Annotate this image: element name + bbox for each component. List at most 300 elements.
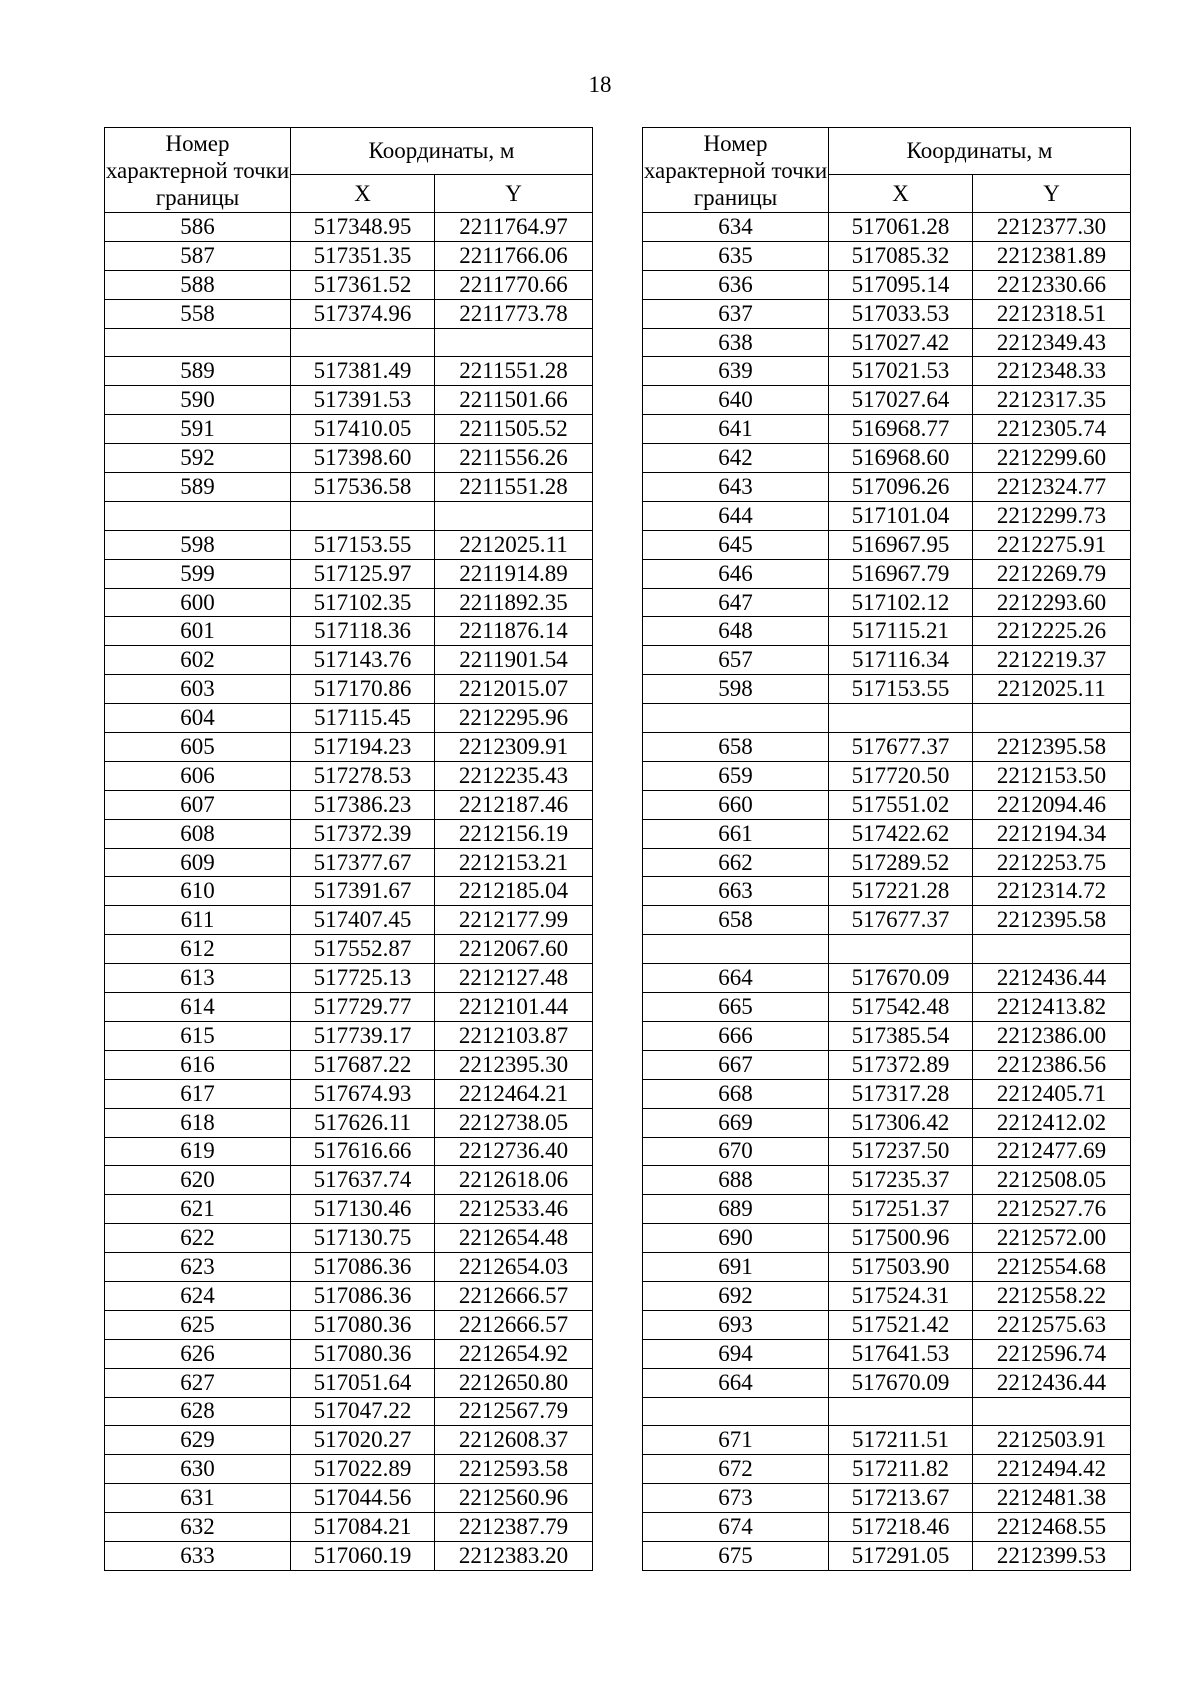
y-coordinate-cell: 2212275.91 <box>973 530 1131 559</box>
y-coordinate-cell: 2212666.57 <box>435 1281 593 1310</box>
point-number-cell: 635 <box>643 241 829 270</box>
y-coordinate-cell: 2212348.33 <box>973 357 1131 386</box>
y-coordinate-cell: 2212666.57 <box>435 1310 593 1339</box>
point-number-cell: 606 <box>105 761 291 790</box>
y-coordinate-cell: 2212299.73 <box>973 501 1131 530</box>
point-number-cell: 673 <box>643 1484 829 1513</box>
table-row <box>105 415 593 444</box>
x-coordinate-cell: 517061.28 <box>829 213 973 242</box>
table-row <box>105 444 593 473</box>
point-number-cell: 660 <box>643 790 829 819</box>
x-coordinate-cell: 517101.04 <box>829 501 973 530</box>
x-coordinate-cell: 517115.21 <box>829 617 973 646</box>
point-number-header: Номер характерной точки границы <box>105 128 291 213</box>
table-row <box>643 588 1131 617</box>
x-coordinate-cell: 517278.53 <box>291 761 435 790</box>
x-coordinate-cell: 517044.56 <box>291 1484 435 1513</box>
table-row <box>643 213 1131 242</box>
table-row <box>643 1541 1131 1570</box>
x-coordinate-cell: 517153.55 <box>291 530 435 559</box>
y-coordinate-cell: 2212225.26 <box>973 617 1131 646</box>
x-coordinate-cell: 516968.77 <box>829 415 973 444</box>
x-coordinate-cell: 517170.86 <box>291 675 435 704</box>
table-row <box>643 415 1131 444</box>
point-number-cell: 626 <box>105 1339 291 1368</box>
y-coordinate-cell: 2212153.21 <box>435 848 593 877</box>
x-header: X <box>829 175 973 213</box>
point-number-cell: 591 <box>105 415 291 444</box>
y-coordinate-cell: 2211764.97 <box>435 213 593 242</box>
table-row <box>105 1310 593 1339</box>
table-row <box>105 675 593 704</box>
x-coordinate-cell: 517080.36 <box>291 1310 435 1339</box>
table-row <box>643 1253 1131 1282</box>
x-coordinate-cell: 517306.42 <box>829 1108 973 1137</box>
point-number-cell: 690 <box>643 1224 829 1253</box>
y-coordinate-cell: 2212503.91 <box>973 1426 1131 1455</box>
point-number-cell: 611 <box>105 906 291 935</box>
point-number-cell: 608 <box>105 819 291 848</box>
y-coordinate-cell: 2212025.11 <box>973 675 1131 704</box>
table-row <box>105 848 593 877</box>
x-coordinate-cell: 517086.36 <box>291 1253 435 1282</box>
point-number-cell: 675 <box>643 1541 829 1570</box>
y-coordinate-cell: 2212269.79 <box>973 559 1131 588</box>
x-coordinate-cell: 517086.36 <box>291 1281 435 1310</box>
y-coordinate-cell: 2212293.60 <box>973 588 1131 617</box>
table-row <box>643 530 1131 559</box>
point-number-cell: 609 <box>105 848 291 877</box>
x-coordinate-cell: 517720.50 <box>829 761 973 790</box>
y-coordinate-cell <box>435 501 593 530</box>
y-coordinate-cell: 2212650.80 <box>435 1368 593 1397</box>
point-number-cell: 666 <box>643 1021 829 1050</box>
table-row <box>643 935 1131 964</box>
point-number-cell: 642 <box>643 444 829 473</box>
table-row <box>105 1426 593 1455</box>
y-coordinate-cell: 2212194.34 <box>973 819 1131 848</box>
y-coordinate-cell: 2212067.60 <box>435 935 593 964</box>
y-coordinate-cell: 2212025.11 <box>435 530 593 559</box>
y-coordinate-cell: 2212383.20 <box>435 1541 593 1570</box>
table-row <box>105 906 593 935</box>
x-coordinate-cell: 517641.53 <box>829 1339 973 1368</box>
x-coordinate-cell: 517221.28 <box>829 877 973 906</box>
y-coordinate-cell: 2212736.40 <box>435 1137 593 1166</box>
y-coordinate-cell: 2212618.06 <box>435 1166 593 1195</box>
y-coordinate-cell: 2212477.69 <box>973 1137 1131 1166</box>
point-number-cell: 692 <box>643 1281 829 1310</box>
y-coordinate-cell: 2212330.66 <box>973 270 1131 299</box>
table-row <box>105 1455 593 1484</box>
point-number-cell: 623 <box>105 1253 291 1282</box>
point-number-cell: 658 <box>643 733 829 762</box>
y-coordinate-cell: 2212575.63 <box>973 1310 1131 1339</box>
point-number-cell <box>643 1397 829 1426</box>
x-coordinate-cell: 517521.42 <box>829 1310 973 1339</box>
y-coordinate-cell: 2212567.79 <box>435 1397 593 1426</box>
table-row <box>105 993 593 1022</box>
y-coordinate-cell: 2212314.72 <box>973 877 1131 906</box>
point-number-cell: 600 <box>105 588 291 617</box>
x-coordinate-cell: 517674.93 <box>291 1079 435 1108</box>
coordinates-table-right <box>642 127 1131 1571</box>
x-coordinate-cell: 517291.05 <box>829 1541 973 1570</box>
y-coordinate-cell: 2212508.05 <box>973 1166 1131 1195</box>
y-coordinate-cell: 2212405.71 <box>973 1079 1131 1108</box>
coordinates-header: Координаты, м <box>829 128 1131 175</box>
x-coordinate-cell: 517739.17 <box>291 1021 435 1050</box>
table-row <box>105 299 593 328</box>
point-number-cell: 670 <box>643 1137 829 1166</box>
coordinates-header: Координаты, м <box>291 128 593 175</box>
point-number-cell: 625 <box>105 1310 291 1339</box>
table-row <box>105 1339 593 1368</box>
y-coordinate-cell: 2212399.53 <box>973 1541 1131 1570</box>
x-coordinate-cell: 517552.87 <box>291 935 435 964</box>
table-row <box>105 1541 593 1570</box>
x-coordinate-cell: 517670.09 <box>829 1368 973 1397</box>
table-row <box>105 501 593 530</box>
point-number-cell: 618 <box>105 1108 291 1137</box>
y-coordinate-cell: 2212527.76 <box>973 1195 1131 1224</box>
point-number-cell: 632 <box>105 1513 291 1542</box>
x-coordinate-cell: 517125.97 <box>291 559 435 588</box>
table-row <box>643 1021 1131 1050</box>
x-coordinate-cell: 517218.46 <box>829 1513 973 1542</box>
y-coordinate-cell: 2212153.50 <box>973 761 1131 790</box>
point-number-cell: 604 <box>105 704 291 733</box>
y-coordinate-cell: 2212481.38 <box>973 1484 1131 1513</box>
point-number-cell: 627 <box>105 1368 291 1397</box>
table-row <box>643 1368 1131 1397</box>
x-coordinate-cell: 517027.64 <box>829 386 973 415</box>
y-coordinate-cell: 2212560.96 <box>435 1484 593 1513</box>
y-coordinate-cell: 2212219.37 <box>973 646 1131 675</box>
x-coordinate-cell: 517536.58 <box>291 473 435 502</box>
point-number-cell: 602 <box>105 646 291 675</box>
table-row <box>105 646 593 675</box>
x-coordinate-cell: 517391.53 <box>291 386 435 415</box>
table-row <box>643 444 1131 473</box>
x-coordinate-cell: 517407.45 <box>291 906 435 935</box>
y-coordinate-cell: 2211770.66 <box>435 270 593 299</box>
y-coordinate-cell: 2212596.74 <box>973 1339 1131 1368</box>
table-row <box>105 1050 593 1079</box>
point-number-cell: 603 <box>105 675 291 704</box>
x-coordinate-cell: 517410.05 <box>291 415 435 444</box>
table-row <box>105 704 593 733</box>
table-row <box>105 357 593 386</box>
table-row <box>643 877 1131 906</box>
y-coordinate-cell: 2211901.54 <box>435 646 593 675</box>
x-coordinate-cell: 517503.90 <box>829 1253 973 1282</box>
y-coordinate-cell: 2212156.19 <box>435 819 593 848</box>
point-number-cell: 629 <box>105 1426 291 1455</box>
x-coordinate-cell: 517095.14 <box>829 270 973 299</box>
y-coordinate-cell: 2212318.51 <box>973 299 1131 328</box>
table-row <box>105 1166 593 1195</box>
table-row <box>643 964 1131 993</box>
table-row <box>643 241 1131 270</box>
x-coordinate-cell: 517374.96 <box>291 299 435 328</box>
point-number-cell: 614 <box>105 993 291 1022</box>
y-coordinate-cell: 2211892.35 <box>435 588 593 617</box>
point-number-cell: 669 <box>643 1108 829 1137</box>
point-number-cell: 621 <box>105 1195 291 1224</box>
point-number-cell: 658 <box>643 906 829 935</box>
x-coordinate-cell: 517020.27 <box>291 1426 435 1455</box>
table-row <box>105 733 593 762</box>
x-coordinate-cell: 517115.45 <box>291 704 435 733</box>
table-row <box>643 704 1131 733</box>
table-row <box>105 1513 593 1542</box>
x-coordinate-cell: 517677.37 <box>829 733 973 762</box>
x-header: X <box>291 175 435 213</box>
point-number-cell: 628 <box>105 1397 291 1426</box>
y-coordinate-cell: 2212436.44 <box>973 1368 1131 1397</box>
point-number-cell: 622 <box>105 1224 291 1253</box>
table-row <box>105 1108 593 1137</box>
point-number-cell: 694 <box>643 1339 829 1368</box>
x-coordinate-cell: 517670.09 <box>829 964 973 993</box>
table-row <box>643 1455 1131 1484</box>
y-coordinate-cell: 2212413.82 <box>973 993 1131 1022</box>
point-number-cell: 638 <box>643 328 829 357</box>
table-row <box>105 1368 593 1397</box>
x-coordinate-cell: 517391.67 <box>291 877 435 906</box>
point-number-cell: 598 <box>105 530 291 559</box>
point-number-cell: 641 <box>643 415 829 444</box>
point-number-cell: 610 <box>105 877 291 906</box>
table-row <box>643 1195 1131 1224</box>
y-coordinate-cell: 2211766.06 <box>435 241 593 270</box>
x-coordinate-cell: 517021.53 <box>829 357 973 386</box>
point-number-cell: 586 <box>105 213 291 242</box>
y-coordinate-cell: 2212253.75 <box>973 848 1131 877</box>
table-row <box>105 1281 593 1310</box>
point-number-cell <box>643 704 829 733</box>
table-row <box>643 761 1131 790</box>
table-row <box>643 1397 1131 1426</box>
y-coordinate-cell: 2211505.52 <box>435 415 593 444</box>
table-row <box>643 675 1131 704</box>
y-coordinate-cell: 2212387.79 <box>435 1513 593 1542</box>
x-coordinate-cell: 517060.19 <box>291 1541 435 1570</box>
x-coordinate-cell: 517626.11 <box>291 1108 435 1137</box>
x-coordinate-cell: 517102.35 <box>291 588 435 617</box>
y-coordinate-cell: 2212187.46 <box>435 790 593 819</box>
table-row <box>105 1253 593 1282</box>
y-coordinate-cell: 2212464.21 <box>435 1079 593 1108</box>
point-number-cell: 668 <box>643 1079 829 1108</box>
table-row <box>105 790 593 819</box>
point-number-cell: 631 <box>105 1484 291 1513</box>
point-number-cell: 639 <box>643 357 829 386</box>
y-coordinate-cell: 2212103.87 <box>435 1021 593 1050</box>
table-row <box>105 1195 593 1224</box>
table-row <box>643 328 1131 357</box>
x-coordinate-cell: 517422.62 <box>829 819 973 848</box>
table-row <box>643 473 1131 502</box>
table-row <box>105 588 593 617</box>
point-number-cell: 617 <box>105 1079 291 1108</box>
y-coordinate-cell: 2212412.02 <box>973 1108 1131 1137</box>
point-number-cell <box>105 328 291 357</box>
point-number-cell: 637 <box>643 299 829 328</box>
point-number-cell: 664 <box>643 964 829 993</box>
x-coordinate-cell: 517372.39 <box>291 819 435 848</box>
point-number-cell: 620 <box>105 1166 291 1195</box>
y-coordinate-cell: 2212494.42 <box>973 1455 1131 1484</box>
table-row <box>643 790 1131 819</box>
x-coordinate-cell: 517102.12 <box>829 588 973 617</box>
point-number-cell: 630 <box>105 1455 291 1484</box>
y-coordinate-cell <box>973 704 1131 733</box>
x-coordinate-cell: 517381.49 <box>291 357 435 386</box>
coordinates-table-right-body <box>643 213 1131 1571</box>
table-row <box>643 501 1131 530</box>
table-row <box>105 1021 593 1050</box>
x-coordinate-cell: 517211.51 <box>829 1426 973 1455</box>
point-number-cell: 616 <box>105 1050 291 1079</box>
table-row <box>643 357 1131 386</box>
point-number-cell: 674 <box>643 1513 829 1542</box>
table-row <box>105 1224 593 1253</box>
y-coordinate-cell: 2211501.66 <box>435 386 593 415</box>
x-coordinate-cell <box>829 1397 973 1426</box>
table-row <box>643 1137 1131 1166</box>
table-row <box>105 935 593 964</box>
x-coordinate-cell: 517211.82 <box>829 1455 973 1484</box>
y-coordinate-cell: 2212436.44 <box>973 964 1131 993</box>
point-number-cell: 592 <box>105 444 291 473</box>
point-number-cell: 590 <box>105 386 291 415</box>
x-coordinate-cell: 517377.67 <box>291 848 435 877</box>
x-coordinate-cell: 517085.32 <box>829 241 973 270</box>
point-number-cell: 659 <box>643 761 829 790</box>
point-number-cell: 662 <box>643 848 829 877</box>
x-coordinate-cell <box>291 328 435 357</box>
x-coordinate-cell: 517235.37 <box>829 1166 973 1195</box>
x-coordinate-cell: 517194.23 <box>291 733 435 762</box>
table-row <box>105 213 593 242</box>
point-number-cell: 661 <box>643 819 829 848</box>
table-row <box>643 1166 1131 1195</box>
table-row <box>643 1310 1131 1339</box>
y-header: Y <box>973 175 1131 213</box>
x-coordinate-cell: 517153.55 <box>829 675 973 704</box>
coordinates-table-left <box>104 127 593 1571</box>
x-coordinate-cell: 517143.76 <box>291 646 435 675</box>
y-coordinate-cell: 2212386.00 <box>973 1021 1131 1050</box>
y-coordinate-cell: 2212177.99 <box>435 906 593 935</box>
y-coordinate-cell: 2212654.48 <box>435 1224 593 1253</box>
x-coordinate-cell: 517687.22 <box>291 1050 435 1079</box>
y-coordinate-cell: 2212395.30 <box>435 1050 593 1079</box>
y-coordinate-cell: 2212395.58 <box>973 733 1131 762</box>
point-number-cell: 624 <box>105 1281 291 1310</box>
table-row <box>643 1108 1131 1137</box>
y-coordinate-cell: 2211551.28 <box>435 357 593 386</box>
table-row <box>105 1397 593 1426</box>
point-number-cell: 665 <box>643 993 829 1022</box>
y-coordinate-cell: 2212349.43 <box>973 328 1131 357</box>
table-row <box>643 646 1131 675</box>
x-coordinate-cell: 517386.23 <box>291 790 435 819</box>
point-number-cell: 664 <box>643 1368 829 1397</box>
x-coordinate-cell <box>291 501 435 530</box>
table-row <box>643 1339 1131 1368</box>
point-number-cell: 634 <box>643 213 829 242</box>
table-row <box>105 819 593 848</box>
point-number-cell <box>643 935 829 964</box>
table-row <box>105 877 593 906</box>
y-coordinate-cell: 2212654.03 <box>435 1253 593 1282</box>
table-row <box>643 819 1131 848</box>
point-number-cell: 612 <box>105 935 291 964</box>
y-coordinate-cell: 2212572.00 <box>973 1224 1131 1253</box>
table-row <box>643 559 1131 588</box>
point-number-cell: 645 <box>643 530 829 559</box>
x-coordinate-cell: 517524.31 <box>829 1281 973 1310</box>
point-number-cell: 615 <box>105 1021 291 1050</box>
table-row <box>105 1484 593 1513</box>
y-coordinate-cell: 2212101.44 <box>435 993 593 1022</box>
x-coordinate-cell: 517500.96 <box>829 1224 973 1253</box>
table-row <box>105 617 593 646</box>
x-coordinate-cell: 517677.37 <box>829 906 973 935</box>
table-row <box>643 993 1131 1022</box>
x-coordinate-cell: 517729.77 <box>291 993 435 1022</box>
point-number-cell: 605 <box>105 733 291 762</box>
x-coordinate-cell: 516968.60 <box>829 444 973 473</box>
table-row <box>643 1484 1131 1513</box>
point-number-cell: 601 <box>105 617 291 646</box>
y-coordinate-cell: 2212593.58 <box>435 1455 593 1484</box>
table-row <box>643 906 1131 935</box>
y-coordinate-cell: 2212324.77 <box>973 473 1131 502</box>
x-coordinate-cell: 517116.34 <box>829 646 973 675</box>
y-coordinate-cell: 2212386.56 <box>973 1050 1131 1079</box>
table-row <box>105 270 593 299</box>
y-coordinate-cell: 2211773.78 <box>435 299 593 328</box>
x-coordinate-cell: 517130.75 <box>291 1224 435 1253</box>
x-coordinate-cell: 516967.95 <box>829 530 973 559</box>
y-coordinate-cell: 2212317.35 <box>973 386 1131 415</box>
table-row <box>643 386 1131 415</box>
table-row <box>643 1224 1131 1253</box>
point-number-cell: 671 <box>643 1426 829 1455</box>
y-coordinate-cell: 2212738.05 <box>435 1108 593 1137</box>
point-number-cell: 587 <box>105 241 291 270</box>
x-coordinate-cell: 517616.66 <box>291 1137 435 1166</box>
y-coordinate-cell: 2212127.48 <box>435 964 593 993</box>
y-coordinate-cell: 2212468.55 <box>973 1513 1131 1542</box>
point-number-cell: 648 <box>643 617 829 646</box>
y-coordinate-cell: 2212235.43 <box>435 761 593 790</box>
table-row <box>105 964 593 993</box>
x-coordinate-cell: 517251.37 <box>829 1195 973 1224</box>
table-row <box>105 559 593 588</box>
x-coordinate-cell: 517047.22 <box>291 1397 435 1426</box>
y-coordinate-cell: 2212558.22 <box>973 1281 1131 1310</box>
x-coordinate-cell: 517084.21 <box>291 1513 435 1542</box>
x-coordinate-cell: 517372.89 <box>829 1050 973 1079</box>
point-number-cell: 693 <box>643 1310 829 1339</box>
point-number-cell: 640 <box>643 386 829 415</box>
point-number-cell: 613 <box>105 964 291 993</box>
